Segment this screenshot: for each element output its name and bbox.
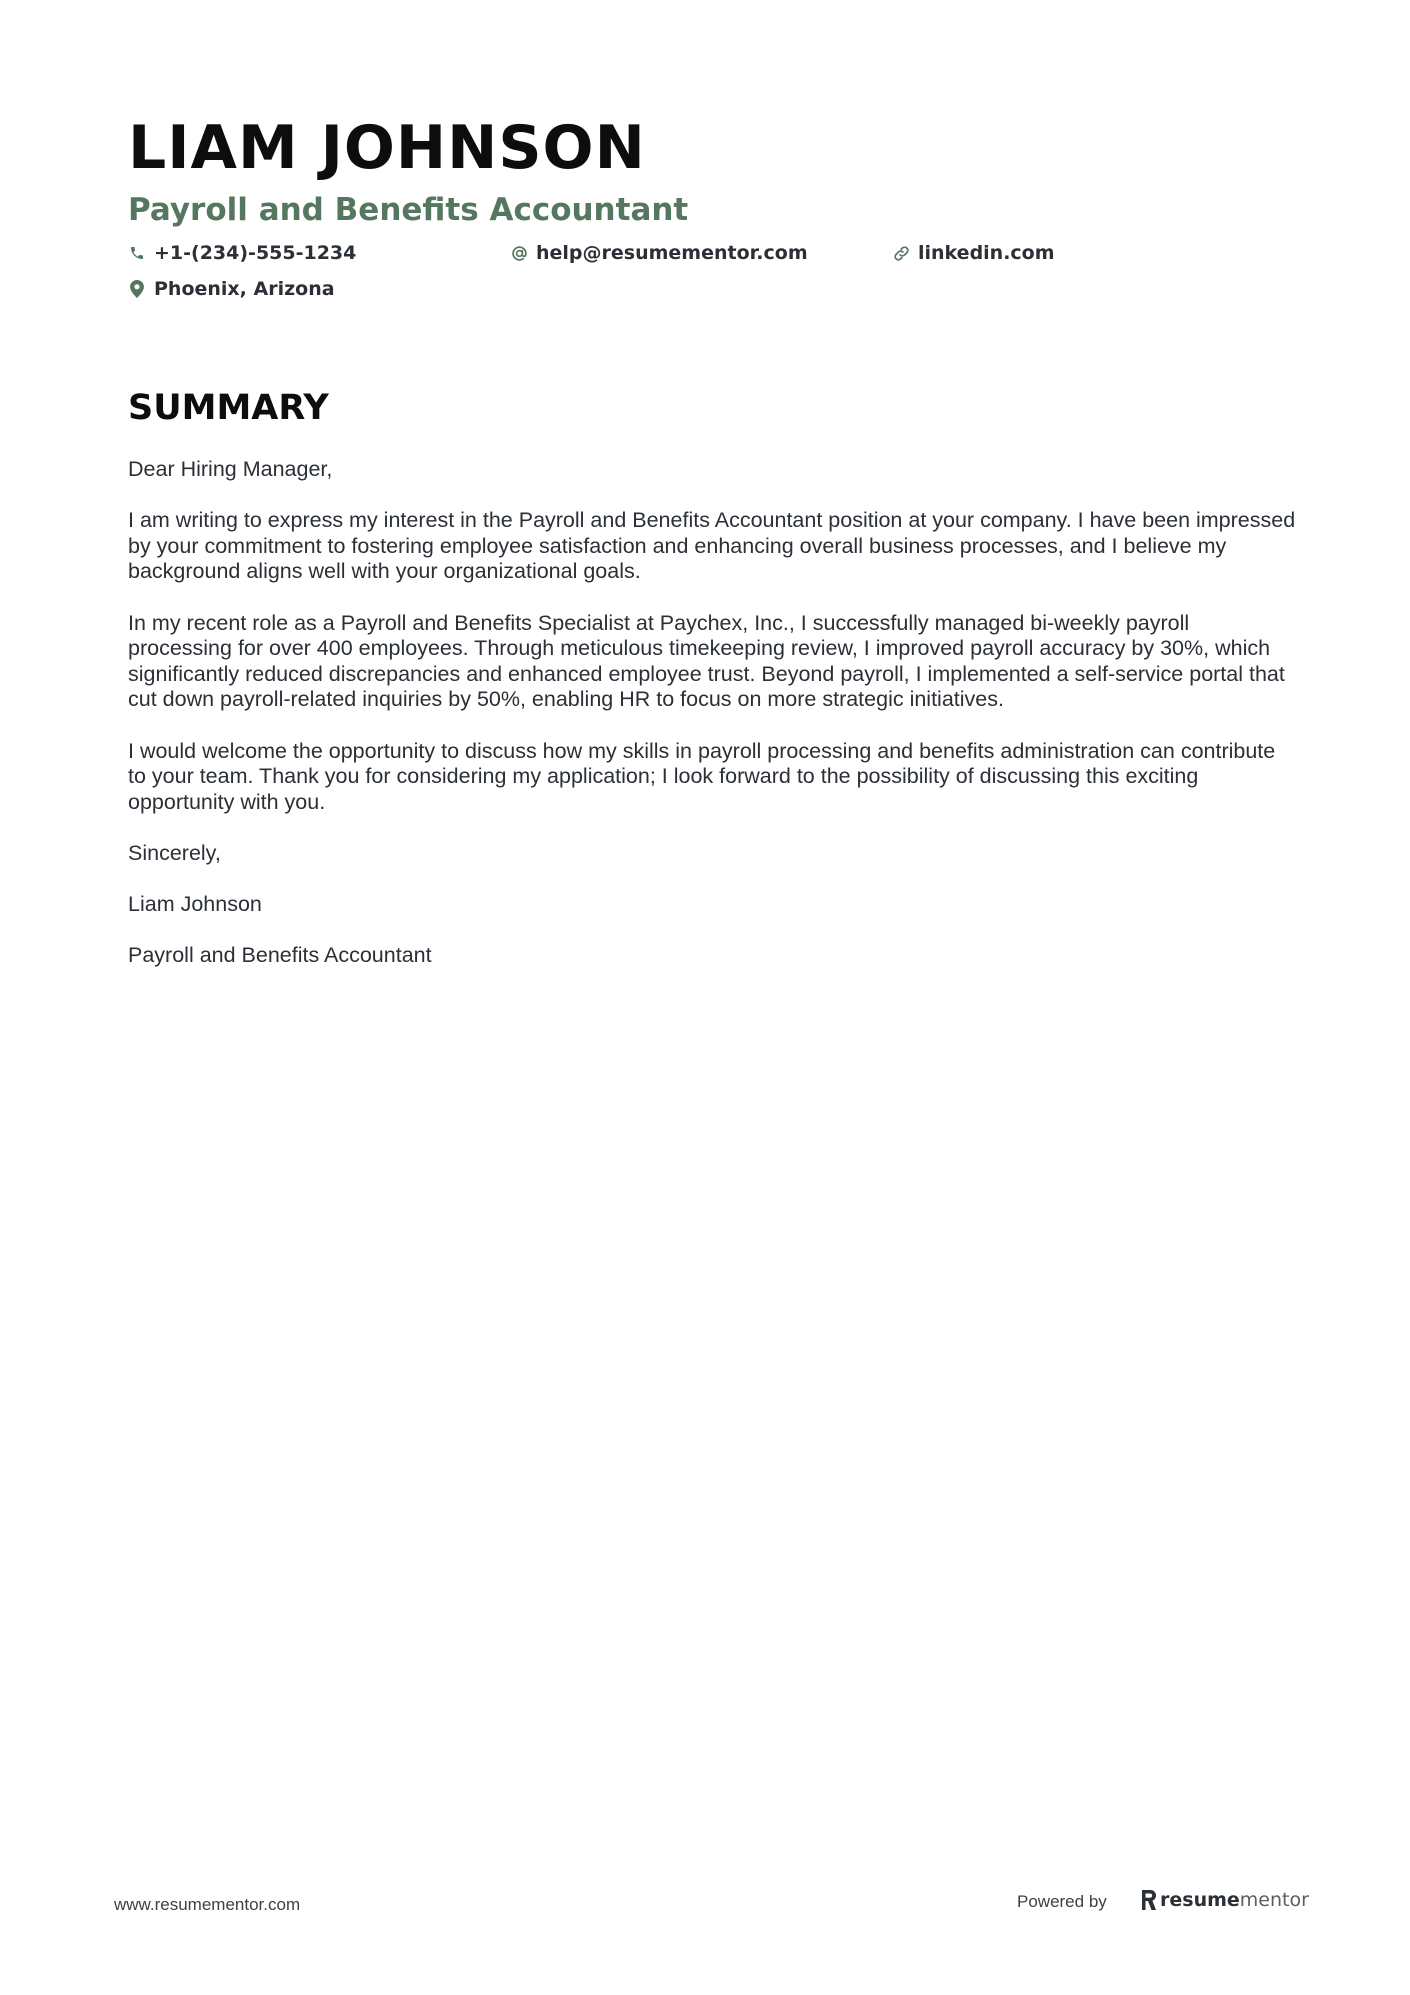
map-pin-icon <box>128 280 146 298</box>
letter-greeting: Dear Hiring Manager, <box>128 457 333 481</box>
brand-name-light: mentor <box>1239 1889 1309 1911</box>
link-icon <box>892 244 910 262</box>
brand-mark-icon <box>1140 1890 1156 1910</box>
linkedin-link[interactable]: linkedin.com <box>918 242 1055 264</box>
brand-logo[interactable] <box>1140 1887 1309 1913</box>
contact-phone <box>128 240 356 266</box>
letter-signature-name: Liam Johnson <box>128 892 262 917</box>
phone-icon <box>128 244 146 262</box>
letter-paragraph: In my recent role as a Payroll and Benefits Specialist at Paychex, Inc., I successfully managed bi-weekly payroll processing for over 400 employees. Through meticulous timekeeping review, I improved payroll accuracy by 30%, which significantly reduced discrepancies and enhanced employee trust. Beyond payroll, I implemented a self-service portal that cut down payroll-related inquiries by 50%, enabling HR to focus on more strategic initiatives. <box>128 610 1285 712</box>
location-text: Phoenix, Arizona <box>154 278 335 300</box>
summary-heading: SUMMARY <box>128 388 329 428</box>
job-title: Payroll and Benefits Accountant <box>128 192 689 228</box>
powered-by-label: Powered by <box>1017 1892 1107 1911</box>
brand-name-bold: resume <box>1160 1889 1240 1911</box>
letter-paragraph: I am writing to express my interest in the Payroll and Benefits Accountant position at your company. I have been impressed by your commitment to fostering employee satisfaction and enhancing overall business processes, and I believe my background aligns well with your organizational goals. <box>128 508 1296 584</box>
letter-closing: Sincerely, <box>128 840 221 865</box>
contact-email <box>510 240 808 266</box>
footer-website[interactable]: www.resumementor.com <box>114 1895 301 1914</box>
letter-paragraph: I would welcome the opportunity to discuss how my skills in payroll processing and benefits administration can contribute to your team. Thank you for considering my application; I look forward to the possibility of discussing this exciting opportunity with you. <box>128 738 1276 814</box>
letter-signature-title: Payroll and Benefits Accountant <box>128 943 432 968</box>
contact-link <box>892 240 1055 266</box>
phone-number[interactable]: +1-(234)-555-1234 <box>154 242 357 264</box>
candidate-name: LIAM JOHNSON <box>128 113 646 183</box>
letter-body <box>128 457 1298 994</box>
at-icon <box>510 244 528 262</box>
contact-location <box>128 276 335 302</box>
email-address[interactable]: help@resumementor.com <box>536 242 808 264</box>
